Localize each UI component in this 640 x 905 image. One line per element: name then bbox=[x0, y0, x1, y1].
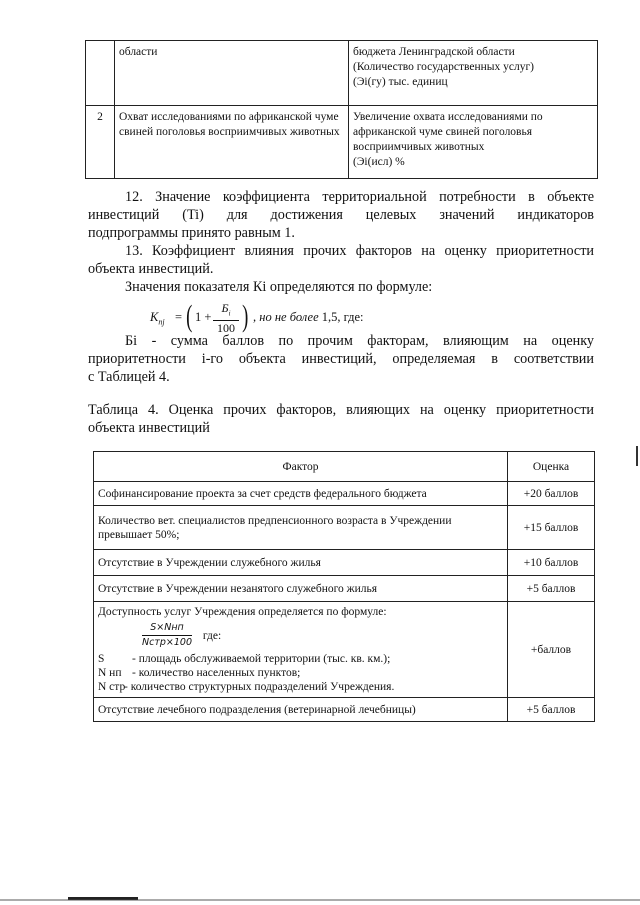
def-symbol: S bbox=[98, 653, 105, 665]
table-row bbox=[94, 602, 595, 698]
formula-condition bbox=[253, 310, 364, 325]
formula-numerator: $Б_i$ bbox=[213, 301, 239, 321]
indicator-name-cell: области bbox=[115, 41, 349, 106]
access-definitions bbox=[98, 652, 503, 694]
def-text: - количество структурных подразделений Учреждения. bbox=[124, 681, 395, 693]
score-cell: +5 баллов bbox=[508, 698, 595, 722]
paragraph-12-line: 12. Значение коэффициента территориальной потребности в объекте bbox=[125, 189, 594, 205]
table-row bbox=[94, 550, 595, 576]
access-numerator: S×Nнп bbox=[142, 621, 192, 636]
score-cell: +15 баллов bbox=[508, 506, 595, 550]
description-line: бюджета Ленинградской области bbox=[353, 46, 515, 58]
score-cell: +20 баллов bbox=[508, 482, 595, 506]
formula-denominator: 100 bbox=[217, 321, 235, 336]
formula-right-paren: ) bbox=[242, 298, 249, 333]
factor-cell: Отсутствие в Учреждении незанятого служебного жилья bbox=[94, 576, 508, 602]
table-row bbox=[94, 576, 595, 602]
formula-equals: = bbox=[175, 310, 183, 324]
table-caption: объекта инвестиций bbox=[88, 420, 210, 436]
header-factor: Фактор bbox=[94, 452, 508, 482]
access-fraction bbox=[142, 621, 192, 650]
paragraph-13-line: 13. Коэффициент влияния прочих факторов на оценку приоритетности bbox=[125, 243, 594, 259]
formula-lhs-subscript: пj bbox=[158, 317, 165, 327]
table-row bbox=[94, 698, 595, 722]
access-where: где: bbox=[202, 629, 222, 642]
description-line: Увеличение охвата исследованиями по африканской чуме свиней поголовья восприимчивых животных bbox=[353, 111, 543, 153]
factor-cell: Отсутствие в Учреждении служебного жилья bbox=[94, 550, 508, 576]
factor-cell: Количество вет. специалистов предпенсионного возраста в Учреждении превышает 50%; bbox=[94, 506, 508, 550]
paragraph-12-line: инвестиций (Ti) для достижения целевых значений индикаторов bbox=[88, 207, 594, 223]
access-formula-intro: Доступность услуг Учреждения определяется по формуле: bbox=[98, 606, 387, 618]
def-text: - площадь обслуживаемой территории (тыс. кв. км.); bbox=[132, 653, 391, 665]
header-score: Оценка bbox=[508, 452, 595, 482]
row-number-cell: 2 bbox=[86, 106, 115, 179]
factor-cell: Отсутствие лечебного подразделения (ветеринарной лечебницы) bbox=[94, 698, 508, 722]
bi-definition-line: Бi - сумма баллов по прочим факторам, влияющим на оценку bbox=[125, 333, 594, 349]
description-line: (Количество государственных услуг) bbox=[353, 61, 534, 73]
formula-lhs: $K_{пj}$ bbox=[150, 310, 165, 327]
score-cell: +5 баллов bbox=[508, 576, 595, 602]
def-symbol: N стр bbox=[98, 681, 126, 693]
factors-table bbox=[93, 451, 595, 722]
table-caption: Таблица 4. Оценка прочих факторов, влияющих на оценку приоритетности bbox=[88, 402, 594, 418]
def-symbol: N нп bbox=[98, 667, 122, 679]
ki-formula bbox=[150, 298, 450, 336]
indicators-table-continuation bbox=[85, 40, 598, 179]
def-text: - количество населенных пунктов; bbox=[132, 667, 301, 679]
access-denominator: Nстр×100 bbox=[142, 637, 192, 648]
formula-fraction bbox=[213, 301, 239, 336]
table-row bbox=[94, 506, 595, 550]
indicator-description-cell bbox=[349, 106, 598, 179]
score-cell: +баллов bbox=[508, 602, 595, 698]
paragraph-13-line: объекта инвестиций. bbox=[88, 261, 214, 277]
formula-condition-plain: 1,5, где: bbox=[318, 310, 364, 324]
indicator-name-cell: Охват исследованиями по африканской чуме свиней поголовья восприимчивых животных bbox=[115, 106, 349, 179]
table-header-row bbox=[94, 452, 595, 482]
paragraph-12-line: подпрограммы принято равным 1. bbox=[88, 225, 295, 241]
table-row bbox=[86, 106, 598, 179]
footer-scan-line bbox=[0, 899, 640, 901]
scan-edge-mark bbox=[636, 446, 638, 466]
table-row bbox=[94, 482, 595, 506]
bi-definition-line: с Таблицей 4. bbox=[88, 369, 170, 385]
ki-formula-intro: Значения показателя Кi определяются по формуле: bbox=[125, 279, 433, 295]
score-cell: +10 баллов bbox=[508, 550, 595, 576]
factor-cell bbox=[94, 602, 508, 698]
formula-one-plus: 1 + bbox=[195, 310, 212, 324]
bi-definition-line: приоритетности i-го объекта инвестиций, определяемая в соответствии bbox=[88, 351, 594, 367]
table-row bbox=[86, 41, 598, 106]
formula-left-paren: ( bbox=[186, 298, 193, 333]
formula-numerator-subscript: i bbox=[228, 309, 231, 318]
description-line: (Эi(исл) % bbox=[353, 156, 405, 168]
formula-condition-italic: , но не более bbox=[253, 310, 319, 324]
row-number-cell bbox=[86, 41, 115, 106]
indicator-description-cell bbox=[349, 41, 598, 106]
description-line: (Эi(гу) тыс. единиц bbox=[353, 76, 448, 88]
access-formula bbox=[98, 621, 503, 650]
factor-cell: Софинансирование проекта за счет средств федерального бюджета bbox=[94, 482, 508, 506]
